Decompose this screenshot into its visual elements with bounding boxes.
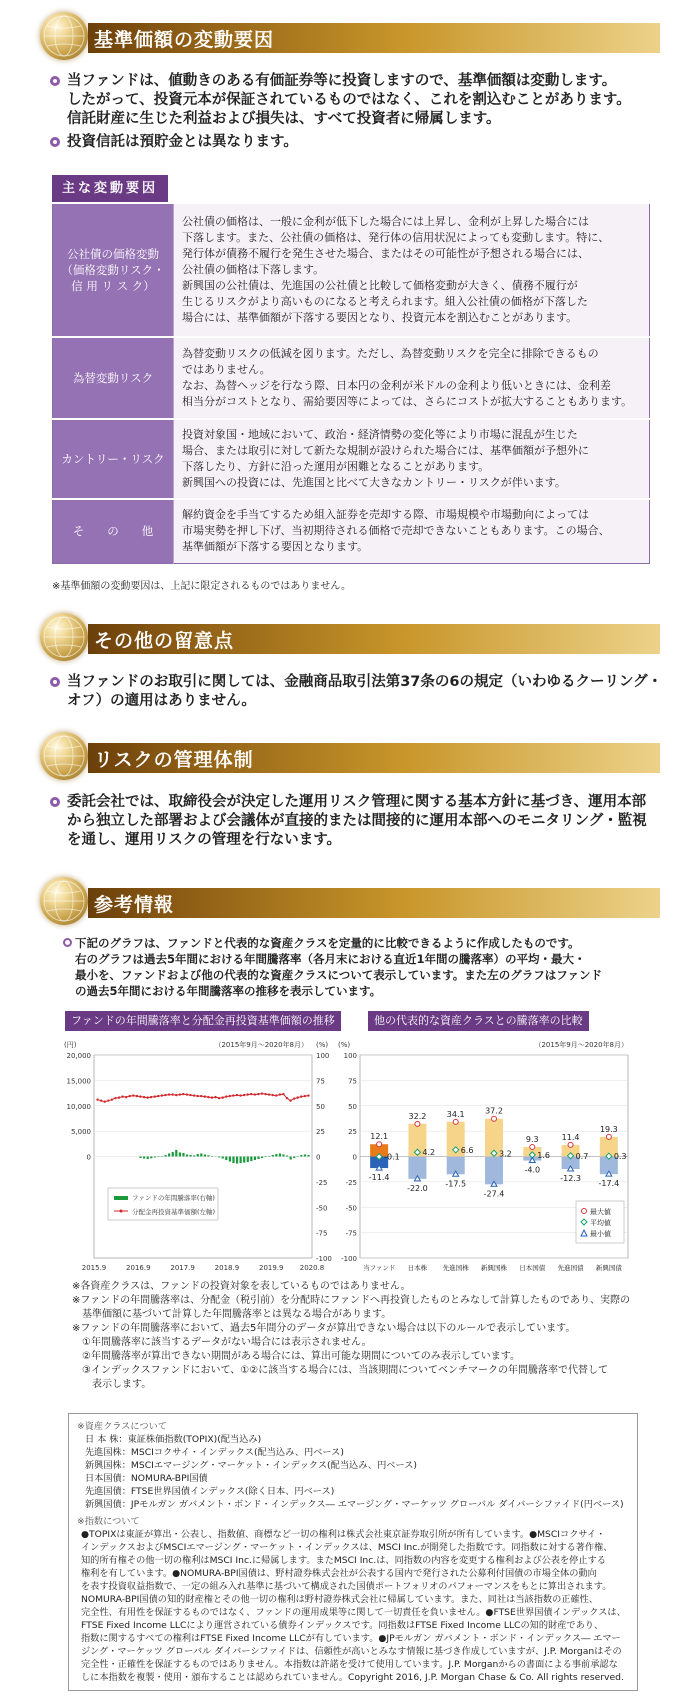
right-chart-title: 他の代表的な資産クラスとの騰落率の比較 bbox=[368, 1011, 589, 1031]
nav-point bbox=[282, 1093, 284, 1095]
category-label: 当ファンド bbox=[362, 1264, 396, 1272]
y-tick-label: 100 bbox=[343, 1052, 357, 1060]
nav-point bbox=[136, 1095, 138, 1097]
nav-point bbox=[161, 1094, 163, 1096]
bullet-line: したがって、投資元本が保証されているものではなく、これを割込むことがあります。 bbox=[67, 92, 631, 108]
return-bar bbox=[304, 1154, 306, 1156]
factor-desc-line: 下落したり、方針に沿った運用が困難となることがあります。 bbox=[182, 460, 490, 473]
max-label: 34.1 bbox=[446, 1109, 465, 1119]
return-bar bbox=[290, 1157, 292, 1160]
legend-max-marker bbox=[582, 1209, 587, 1214]
bullet-icon bbox=[50, 137, 60, 147]
nav-point bbox=[236, 1094, 238, 1096]
factor-desc bbox=[174, 203, 650, 337]
right-tick-label: 75 bbox=[316, 1077, 325, 1086]
nav-point bbox=[114, 1097, 116, 1099]
category-label: 新興国株 bbox=[481, 1264, 507, 1272]
nav-point bbox=[107, 1099, 109, 1101]
max-marker bbox=[606, 1134, 611, 1139]
factor-desc-line: 基準価額が下落する要因となります。 bbox=[182, 540, 369, 554]
factor-desc-line: ではありません。 bbox=[182, 363, 271, 376]
return-bar bbox=[297, 1156, 299, 1157]
y-tick-label: 75 bbox=[348, 1077, 357, 1086]
factor-key-line: カントリー・リスク bbox=[61, 452, 165, 466]
asset-class-line: 先進国債：FTSE世界国債インデックス(除く日本、円ベース) bbox=[85, 1486, 335, 1497]
return-bar bbox=[168, 1153, 170, 1156]
return-bar bbox=[186, 1154, 188, 1156]
index-note-line: 完全性・正確性を保証するものではありません。本指数は許諾を受けて使用しています。J.P. Morganからの書面による事前承認な bbox=[81, 1659, 618, 1670]
nav-point bbox=[243, 1094, 245, 1096]
return-bar bbox=[218, 1157, 220, 1158]
max-marker bbox=[415, 1121, 420, 1126]
factors-note: ※基準価額の変動要因は、上記に限定されるものではありません。 bbox=[52, 581, 351, 592]
nav-point bbox=[293, 1097, 295, 1099]
x-tick-label: 2018.9 bbox=[214, 1264, 240, 1272]
nav-point bbox=[264, 1093, 266, 1095]
section-header-reference bbox=[40, 877, 660, 927]
globe-icon bbox=[40, 732, 88, 780]
nav-point bbox=[211, 1096, 213, 1098]
index-note-line: しに本指数を複製・使用・頒布することは認められていません。Copyright 2016, J.P. Morgan Chase & Co. All rights reserved. bbox=[81, 1672, 624, 1683]
y-tick-label: 25 bbox=[348, 1128, 357, 1137]
bullet-icon bbox=[50, 797, 60, 807]
y-tick-label: 50 bbox=[348, 1102, 357, 1111]
section-header-risk-mgmt bbox=[40, 732, 660, 782]
asset-class-line: 日 本 株：東証株価指数(TOPIX)(配当込み) bbox=[85, 1434, 262, 1445]
return-bar bbox=[207, 1155, 209, 1156]
x-tick-label: 2016.9 bbox=[126, 1264, 151, 1272]
return-bar bbox=[139, 1157, 141, 1159]
nav-point bbox=[118, 1096, 120, 1098]
factor-desc-line: 発行体が債務不履行を発生させた場合、またはその可能性が予想される場合には、 bbox=[182, 247, 589, 260]
nav-point bbox=[250, 1093, 252, 1095]
left-tick-label: 20,000 bbox=[66, 1052, 91, 1060]
nav-point bbox=[96, 1098, 98, 1100]
bullet-item bbox=[50, 793, 647, 850]
left-tick-label: 0 bbox=[86, 1153, 91, 1162]
footnote-line: ※ファンドの年間騰落率は、分配金（税引前）を分配時にファンドへ再投資したものとみなして計算したものであり、実際の bbox=[72, 1295, 630, 1306]
return-bar bbox=[211, 1156, 213, 1157]
return-bar bbox=[197, 1154, 199, 1157]
return-bar bbox=[161, 1156, 163, 1157]
category-label: 新興国債 bbox=[595, 1264, 622, 1272]
factor-desc-line: 為替変動リスクの低減を図ります。ただし、為替変動リスクを完全に排除できるもの bbox=[182, 347, 599, 360]
nav-point bbox=[304, 1095, 306, 1097]
nav-point bbox=[289, 1099, 291, 1101]
factors-table-header: 主な変動要因 bbox=[52, 175, 168, 202]
return-bar bbox=[268, 1156, 270, 1157]
footnote-line: ※各資産クラスは、ファンドの投資対象を表しているものではありません。 bbox=[72, 1281, 411, 1292]
return-bar bbox=[157, 1157, 159, 1158]
nav-point bbox=[132, 1094, 134, 1096]
return-bar bbox=[279, 1153, 281, 1156]
asset-class-note-box bbox=[68, 1413, 638, 1691]
return-bar bbox=[247, 1157, 249, 1163]
factor-key-line: （価格変動リスク・ bbox=[61, 263, 165, 277]
min-label: -22.0 bbox=[407, 1183, 428, 1193]
right-tick-label: -75 bbox=[316, 1229, 328, 1238]
section-title: リスクの管理体制 bbox=[94, 749, 254, 771]
bullet-icon bbox=[50, 677, 60, 687]
asset-class-line: 新興国株：MSCIエマージング・マーケット・インデックス(配当込み、円ベース) bbox=[85, 1460, 417, 1471]
nav-point bbox=[146, 1096, 148, 1098]
return-bar bbox=[307, 1155, 309, 1157]
return-bar bbox=[179, 1152, 181, 1156]
category-label: 日本国債 bbox=[519, 1264, 546, 1272]
nav-point bbox=[297, 1096, 299, 1098]
nav-point bbox=[175, 1094, 177, 1096]
index-note-line: 指数に関するすべての権利はFTSE Fixed Income LLCが有しています。●JPモルガン ガバメント・ボンド・インデックス― エマー bbox=[81, 1633, 621, 1644]
max-label: 12.1 bbox=[370, 1132, 389, 1142]
max-label: 9.3 bbox=[525, 1135, 539, 1145]
factor-desc bbox=[174, 499, 650, 563]
nav-point bbox=[189, 1094, 191, 1096]
factor-key bbox=[53, 203, 174, 337]
nav-point bbox=[143, 1096, 145, 1098]
chart-period: （2015年9月～2020年8月） bbox=[534, 1041, 628, 1049]
legend-swatch-return bbox=[114, 1196, 128, 1200]
footnote-line: 表示します。 bbox=[72, 1379, 152, 1390]
category-label: 先進国債 bbox=[557, 1264, 584, 1272]
nav-point bbox=[200, 1095, 202, 1097]
bullet-line: 委託会社では、取締役会が決定した運用リスク管理に関する基本方針に基づき、運用本部 bbox=[67, 794, 647, 810]
nav-point bbox=[121, 1095, 123, 1097]
return-bar bbox=[236, 1157, 238, 1164]
index-note-line: 知的所有権その他一切の権利はMSCI Inc.に帰属します。またMSCI Inc.は、同指数の内容を変更する権利および公表を停止する bbox=[81, 1555, 606, 1566]
left-axis-unit: (円) bbox=[64, 1041, 77, 1049]
factor-desc bbox=[174, 419, 650, 499]
right-tick-label: 0 bbox=[316, 1153, 321, 1162]
return-bar bbox=[286, 1155, 288, 1156]
avg-label: 4.2 bbox=[422, 1148, 436, 1158]
nav-point bbox=[207, 1096, 209, 1098]
right-tick-label: -100 bbox=[316, 1255, 332, 1263]
nav-point bbox=[150, 1096, 152, 1098]
right-axis-unit: (%) bbox=[316, 1041, 329, 1049]
asset-class-line: 先進国株：MSCIコクサイ・インデックス(配当込み、円ベース) bbox=[85, 1447, 344, 1458]
factor-desc-line: なお、為替ヘッジを行なう際、日本円の金利が米ドルの金利より低いときには、金利差 bbox=[182, 379, 611, 392]
reference-line: 右のグラフは過去5年間における年間騰落率（各月末における直近1年間の騰落率）の平均・最大・ bbox=[75, 952, 586, 966]
min-label: -4.0 bbox=[524, 1165, 541, 1175]
factor-key-line: 為替変動リスク bbox=[72, 371, 154, 385]
bullet-line: 当ファンドのお取引に関しては、金融商品取引法第37条の6の規定（いわゆるクーリング・ bbox=[67, 674, 663, 690]
return-bar bbox=[243, 1157, 245, 1163]
return-bar bbox=[175, 1150, 177, 1157]
x-tick-label: 2015.9 bbox=[81, 1264, 107, 1272]
nav-point bbox=[157, 1095, 159, 1097]
return-bar bbox=[293, 1157, 295, 1159]
factor-desc-line: 解約資金を手当てするため組入証券を売却する際、市場規模や市場動向によっては bbox=[182, 508, 589, 522]
nav-point bbox=[261, 1092, 263, 1094]
nav-point bbox=[307, 1094, 309, 1096]
nav-point bbox=[179, 1093, 181, 1095]
nav-point bbox=[168, 1093, 170, 1095]
factor-desc-line: 公社債の価格は、一般に金利が低下した場合には上昇し、金利が上昇した場合には bbox=[182, 215, 589, 228]
nav-point bbox=[125, 1096, 127, 1098]
return-bar bbox=[250, 1157, 252, 1162]
return-bar bbox=[200, 1153, 202, 1156]
globe-icon bbox=[40, 12, 88, 60]
index-note-line: ジング・マーケッツ グローバル ダイバーシファイドは、信頼性が高いとみなす情報に基づき作成していますが、J.P. Morganはその bbox=[81, 1646, 622, 1657]
factor-desc-line: 相当分がコストとなり、需給要因等によっては、さらにコストが拡大することもあります。 bbox=[182, 395, 633, 408]
min-label: -17.5 bbox=[445, 1179, 467, 1189]
return-bar bbox=[204, 1154, 206, 1156]
reference-line: の過去5年間における年間騰落率の推移を表示しています。 bbox=[75, 984, 382, 998]
return-bar bbox=[189, 1155, 191, 1157]
footnote-line: ①年間騰落率に該当するデータがない場合には表示されません。 bbox=[72, 1337, 372, 1348]
min-label: -27.4 bbox=[483, 1189, 505, 1199]
index-note-line: FTSE Fixed Income LLCにより運営されている債券インデックスです。同指数はFTSE Fixed Income LLCの知的財産であり、 bbox=[81, 1620, 604, 1631]
return-bar bbox=[254, 1157, 256, 1161]
footnote-line: ③インデックスファンドにおいて、①②に該当する場合には、当該期間についてベンチマークの年間騰落率で代替して bbox=[72, 1365, 608, 1376]
left-chart-title: ファンドの年間騰落率と分配金再投資基準価額の推移 bbox=[65, 1011, 341, 1031]
bullet-line: を通し、運用リスクの管理を行ないます。 bbox=[67, 832, 342, 848]
y-tick-label: -25 bbox=[345, 1178, 357, 1187]
section-header-fluctuation bbox=[40, 12, 660, 62]
nav-point bbox=[300, 1095, 302, 1097]
return-bar bbox=[261, 1157, 263, 1159]
nav-point bbox=[221, 1096, 223, 1098]
y-tick-label: 0 bbox=[352, 1153, 357, 1162]
max-marker bbox=[453, 1119, 458, 1124]
legend-label: 最小値 bbox=[590, 1230, 611, 1238]
nav-point bbox=[154, 1095, 156, 1097]
factor-key bbox=[53, 337, 174, 419]
max-marker bbox=[530, 1145, 535, 1150]
factor-desc-line: 投資対象国・地域において、政治・経済情勢の変化等により市場に混乱が生じた bbox=[182, 428, 578, 441]
asset-class-line: 日本国債：NOMURA-BPI国債 bbox=[85, 1473, 208, 1484]
nav-point bbox=[225, 1095, 227, 1097]
factor-key bbox=[53, 419, 174, 499]
factor-desc bbox=[174, 337, 650, 419]
return-bar bbox=[172, 1152, 174, 1157]
return-bar bbox=[222, 1157, 224, 1159]
y-tick-label: -75 bbox=[345, 1229, 357, 1238]
return-bar bbox=[265, 1157, 267, 1158]
x-tick-label: 2020.8 bbox=[299, 1264, 325, 1272]
return-bar bbox=[193, 1155, 195, 1156]
left-tick-label: 10,000 bbox=[66, 1102, 91, 1111]
factors-table bbox=[52, 175, 650, 564]
max-marker bbox=[568, 1142, 573, 1147]
section-title: その他の留意点 bbox=[94, 630, 235, 652]
return-bar bbox=[150, 1157, 152, 1159]
nav-point bbox=[239, 1094, 241, 1096]
return-bar bbox=[225, 1157, 227, 1161]
category-label: 日本株 bbox=[407, 1264, 428, 1272]
nav-point bbox=[257, 1093, 259, 1095]
right-tick-label: -50 bbox=[316, 1204, 328, 1213]
factor-desc-line: 場合には、基準価額が下落する要因となり、投資元本を割込むことがあります。 bbox=[182, 311, 578, 324]
factor-key-line: 公社債の価格変動 bbox=[67, 247, 159, 261]
right-tick-label: 100 bbox=[316, 1052, 330, 1060]
nav-point bbox=[254, 1093, 256, 1095]
nav-point bbox=[218, 1097, 220, 1099]
x-tick-label: 2019.9 bbox=[258, 1264, 284, 1272]
return-bar bbox=[300, 1155, 302, 1157]
return-bar bbox=[147, 1157, 149, 1160]
index-note-line: 権利を有しています。●NOMURA-BPI国債は、野村證券株式会社が公表する国内で発行された公募利付国債の市場全体の動向 bbox=[81, 1568, 597, 1579]
legend-label: ファンドの年間騰落率(右軸) bbox=[132, 1194, 215, 1202]
legend-marker-nav bbox=[120, 1210, 123, 1213]
factor-desc-line: 市場実勢を押し下げ、当初期待される価格で売却できないこともあります。この場合、 bbox=[182, 524, 610, 538]
nav-point bbox=[139, 1095, 141, 1097]
return-bar bbox=[282, 1154, 284, 1156]
factor-key-line: そ の 他 bbox=[72, 524, 154, 539]
return-bar bbox=[164, 1155, 166, 1157]
nav-point bbox=[171, 1093, 173, 1095]
factor-key-line: 信 用 リ ス ク） bbox=[71, 279, 155, 293]
factor-desc-line: 新興国の公社債は、先進国の公社債と比較して価格変動が大きく、債務不履行が bbox=[182, 279, 578, 292]
nav-point bbox=[193, 1094, 195, 1096]
max-label: 11.4 bbox=[561, 1132, 580, 1142]
bullet-item bbox=[50, 133, 298, 152]
chart-period: （2015年9月～2020年8月） bbox=[214, 1041, 308, 1049]
nav-point bbox=[186, 1093, 188, 1095]
nav-point bbox=[275, 1094, 277, 1096]
left-tick-label: 5,000 bbox=[70, 1128, 91, 1137]
nav-point bbox=[214, 1096, 216, 1098]
nav-point bbox=[164, 1094, 166, 1096]
avg-label: 0.3 bbox=[613, 1152, 627, 1162]
axis-unit: (%) bbox=[338, 1041, 351, 1049]
return-bar bbox=[182, 1153, 184, 1157]
factor-desc-line: 新興国への投資には、先進国と比べて大きなカントリー・リスクが伴います。 bbox=[182, 476, 566, 489]
index-note-line: 完全性、有用性を保証するものではなく、ファンドの運用成果等に関して一切責任を負いません。●FTSE世界国債インデックスは、 bbox=[81, 1607, 626, 1618]
footnote-line: ②年間騰落率が算出できない期間がある場合には、算出可能な期間についてのみ表示しています。 bbox=[72, 1351, 520, 1362]
avg-label: 3.2 bbox=[499, 1149, 512, 1159]
factor-desc-line: 場合、または取引に対して新たな規制が設けられた場合には、基準価額が予想外に bbox=[182, 444, 589, 457]
right-tick-label: 50 bbox=[316, 1102, 325, 1111]
max-label: 32.2 bbox=[408, 1111, 427, 1121]
min-label: -12.3 bbox=[560, 1173, 581, 1183]
max-label: 19.3 bbox=[599, 1124, 618, 1134]
globe-icon bbox=[40, 877, 88, 925]
bullet-line: から独立した部署および会議体が直接的または間接的に運用本部へのモニタリング・監視 bbox=[67, 813, 647, 829]
factor-desc-line: 生じるリスクがより高いものになると考えられます。組入公社債の価格が下落した bbox=[182, 295, 588, 308]
index-note-line: NOMURA-BPI国債の知的財産権とその他一切の権利は野村證券株式会社に帰属しています。また、同社は当該指数の正確性、 bbox=[81, 1594, 599, 1605]
bullet-line: 信託財産に生じた利益および損失は、すべて投資者に帰属します。 bbox=[67, 111, 501, 127]
bullet-icon bbox=[63, 938, 72, 947]
reference-text bbox=[75, 935, 665, 999]
max-marker bbox=[377, 1142, 382, 1147]
nav-point bbox=[279, 1093, 281, 1095]
footnote-line: 基準価額に基づいて計算した年間騰落率とは異なる場合があります。 bbox=[72, 1309, 392, 1320]
return-bar bbox=[240, 1157, 242, 1164]
nav-point bbox=[229, 1095, 231, 1097]
y-tick-label: -50 bbox=[345, 1204, 357, 1213]
nav-point bbox=[104, 1100, 106, 1102]
min-label: -11.4 bbox=[368, 1173, 390, 1183]
return-bar bbox=[154, 1157, 156, 1158]
min-bar bbox=[485, 1157, 503, 1185]
chart-footnotes bbox=[72, 1280, 672, 1392]
right-tick-label: -25 bbox=[316, 1178, 328, 1187]
bullet-line: 投資信託は預貯金とは異なります。 bbox=[67, 134, 298, 150]
reference-line: 最小を、ファンドおよび他の代表的な資産クラスについて表示しています。また左のグラフはファンド bbox=[75, 968, 603, 982]
nav-point bbox=[246, 1093, 248, 1095]
nav-point bbox=[268, 1093, 270, 1095]
return-bar bbox=[275, 1154, 277, 1157]
max-marker bbox=[492, 1116, 497, 1121]
return-bar bbox=[272, 1155, 274, 1157]
globe-icon bbox=[40, 613, 88, 661]
legend-label: 最大値 bbox=[590, 1208, 611, 1216]
return-bar bbox=[232, 1157, 234, 1164]
avg-label: 6.6 bbox=[460, 1145, 474, 1155]
bullet-icon bbox=[50, 76, 60, 86]
return-bar bbox=[257, 1157, 259, 1160]
asset-class-line: 新興国債：JPモルガン ガバメント・ボンド・インデックス― エマージング・マーケッツ グローバル ダイバーシファイド(円ベース) bbox=[85, 1499, 624, 1510]
section-title: 基準価額の変動要因 bbox=[94, 29, 275, 51]
nav-point bbox=[182, 1093, 184, 1095]
box-heading: ※資産クラスについて bbox=[77, 1421, 167, 1432]
bullet-item bbox=[50, 673, 662, 711]
annual-return-nav-chart bbox=[62, 1033, 362, 1278]
nav-point bbox=[100, 1099, 102, 1101]
index-note-line: を表す投資収益指数で、一定の組み入れ基準に基づいて構成された国債ポートフォリオのパフォーマンスをもとに算出されます。 bbox=[81, 1581, 612, 1592]
nav-point bbox=[129, 1095, 131, 1097]
y-tick-label: -100 bbox=[341, 1255, 357, 1263]
asset-class-comparison-chart bbox=[338, 1033, 638, 1278]
nav-point bbox=[204, 1095, 206, 1097]
legend-label: 平均値 bbox=[590, 1219, 611, 1227]
min-label: -17.4 bbox=[598, 1179, 620, 1189]
avg-label: -0.1 bbox=[384, 1152, 400, 1162]
legend-label: 分配金再投資基準価額(左軸) bbox=[132, 1208, 216, 1216]
left-tick-label: 15,000 bbox=[66, 1077, 91, 1086]
return-bar bbox=[143, 1157, 145, 1159]
max-label: 37.2 bbox=[485, 1106, 503, 1116]
index-note-line: ●TOPIXは東証が算出・公表し、指数値、商標など一切の権利は株式会社東京証券取引所が所有しています。●MSCIコクサイ・ bbox=[81, 1529, 606, 1540]
bullet-item bbox=[50, 72, 631, 129]
section-header-other-notes bbox=[40, 613, 660, 663]
factor-desc-line: 下落します。また、公社債の価格は、発行体の信用状況によっても変動します。特に、 bbox=[182, 231, 610, 244]
avg-label: 0.7 bbox=[575, 1151, 589, 1161]
box-heading: ※指数について bbox=[77, 1516, 140, 1527]
footnote-line: ※ファンドの年間騰落率において、過去5年間分のデータが算出できない場合は以下のルールで表示しています。 bbox=[72, 1323, 576, 1334]
index-note-line: インデックスおよびMSCIエマージング・マーケット・インデックスは、MSCI Inc.が開発した指数です。同指数に対する著作権、 bbox=[81, 1542, 613, 1553]
nav-point bbox=[232, 1094, 234, 1096]
nav-point bbox=[196, 1095, 198, 1097]
nav-point bbox=[286, 1097, 288, 1099]
bullet-line: オフ）の適用はありません。 bbox=[67, 693, 256, 709]
x-tick-label: 2017.9 bbox=[170, 1264, 195, 1272]
return-bar bbox=[229, 1157, 231, 1162]
nav-point bbox=[271, 1094, 273, 1096]
right-tick-label: 25 bbox=[316, 1128, 325, 1137]
factor-desc-line: 公社債の価格は下落します。 bbox=[182, 263, 325, 276]
nav-point bbox=[111, 1098, 113, 1100]
bullet-line: 当ファンドは、値動きのある有価証券等に投資しますので、基準価額は変動します。 bbox=[67, 73, 617, 89]
factor-key bbox=[53, 499, 174, 563]
reference-line: 下記のグラフは、ファンドと代表的な資産クラスを定量的に比較できるように作成したものです。 bbox=[75, 936, 580, 950]
avg-label: 1.6 bbox=[537, 1150, 551, 1160]
section-title: 参考情報 bbox=[94, 894, 175, 916]
category-label: 先進国株 bbox=[442, 1264, 469, 1272]
